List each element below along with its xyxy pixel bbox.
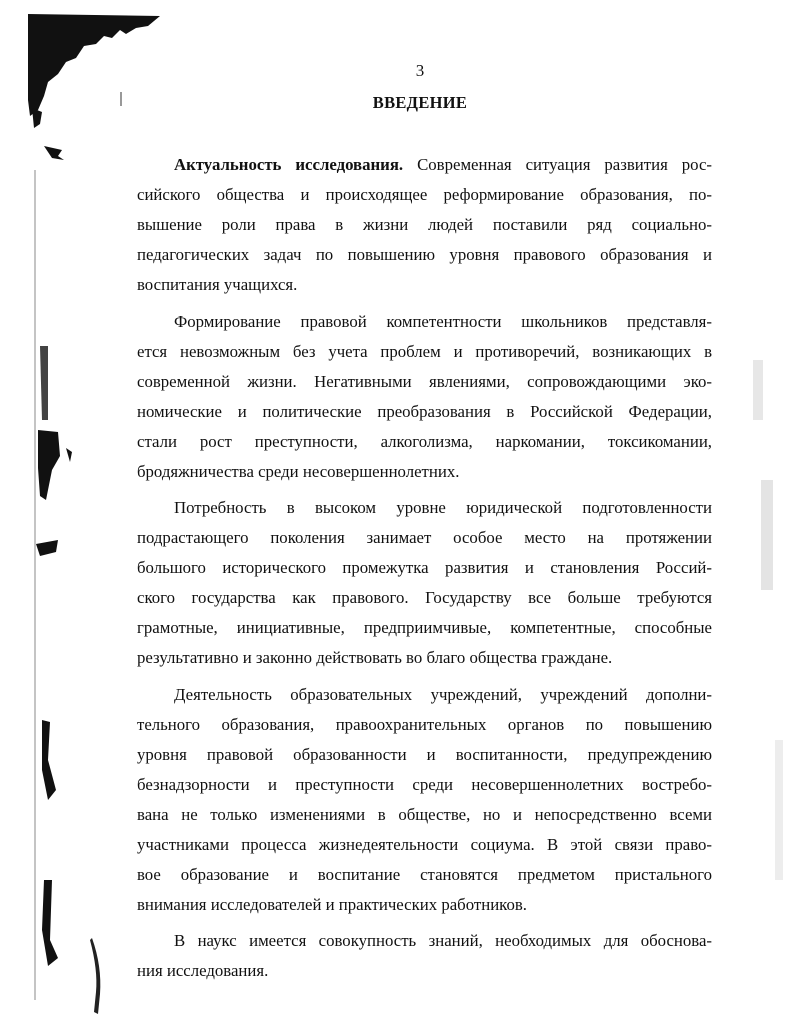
paragraph [137,493,712,673]
line-text: тельного образования, правоохранительных органов по повышению [137,714,712,734]
text-line [137,210,712,240]
line-text: современной жизни. Негативными явлениями, сопровождающими эко- [137,371,712,391]
text-line [137,800,712,830]
text-line [137,926,712,956]
text-line [137,397,712,427]
line-text: стали рост преступности, алкоголизма, наркомании, токсикомании, [137,431,712,451]
text-line [137,553,712,583]
line-text: ния исследования. [137,961,269,980]
line-text: безнадзорности и преступности среди несовершеннолетних востребо- [137,774,712,794]
line-text: номические и политические преобразования в Российской Федерации, [137,401,712,421]
line-text: ского государства как правового. Государству все больше требуются [137,588,712,607]
text-line [137,150,712,180]
line-text: В наукс имеется совокупность знаний, необходимых для обоснова- [174,931,712,950]
text-line [137,860,712,890]
text-line [137,493,712,523]
text-line [137,680,712,710]
text-line [137,457,712,487]
text-line [137,307,712,337]
line-text: вышение роли права в жизни людей поставили ряд социально- [137,215,712,234]
line-text: Формирование правовой компетентности школьников представля- [174,311,712,331]
text-line [137,337,712,367]
text-line [137,613,712,643]
text-line [137,367,712,397]
text-line [137,583,712,613]
page-number: 3 [415,61,425,80]
line-text: уровня правовой образованности и воспитанности, предупреждению [137,744,712,764]
line-text: вое образование и воспитание становятся предметом пристального [137,864,712,884]
line-text: участниками процесса жизнедеятельности социума. В этой связи право- [137,834,712,854]
line-text: большого исторического промежутка развития и становления Россий- [137,558,712,577]
text-line [137,523,712,553]
text-line [137,427,712,457]
line-text: вана не только изменениями в обществе, но и непосредственно всеми [137,804,712,824]
line-text: бродяжничества среди несовершеннолетних. [137,461,460,481]
text-line [137,830,712,860]
paragraph [137,926,712,986]
text-line [137,270,712,300]
line-text: Потребность в высоком уровне юридической подготовленности [174,498,712,517]
line-text: ется невозможным без учета проблем и противоречий, возникающих в [137,341,712,361]
text-line [137,643,712,673]
line-text: сийского общества и происходящее реформирование образования, по- [137,185,712,204]
line-text: Современная ситуация развития рос- [417,155,712,174]
line-text: внимания исследователей и практических работников. [137,894,527,914]
paragraph [137,680,712,920]
line-text: воспитания учащихся. [137,275,298,294]
text-line [137,180,712,210]
line-text: результативно и законно действовать во благо общества граждане. [137,648,613,667]
text-line [137,740,712,770]
lead-phrase: Актуальность исследования. [174,155,404,174]
text-line [137,890,712,920]
line-text: Деятельность образовательных учреждений, учреждений дополни- [174,684,712,704]
line-text: подрастающего поколения занимает особое место на протяжении [137,528,712,547]
section-heading: ВВЕДЕНИЕ [372,93,468,112]
line-text: грамотные, инициативные, предприимчивые, компетентные, способные [137,618,712,637]
text-line [137,710,712,740]
text-line [137,240,712,270]
text-line [137,956,712,986]
text-line [137,770,712,800]
line-text: педагогических задач по повышению уровня правового образования и [137,245,712,264]
paragraph [137,307,712,487]
paragraph [137,150,712,300]
scan-bleed-right [735,360,795,920]
body-text [137,150,712,993]
